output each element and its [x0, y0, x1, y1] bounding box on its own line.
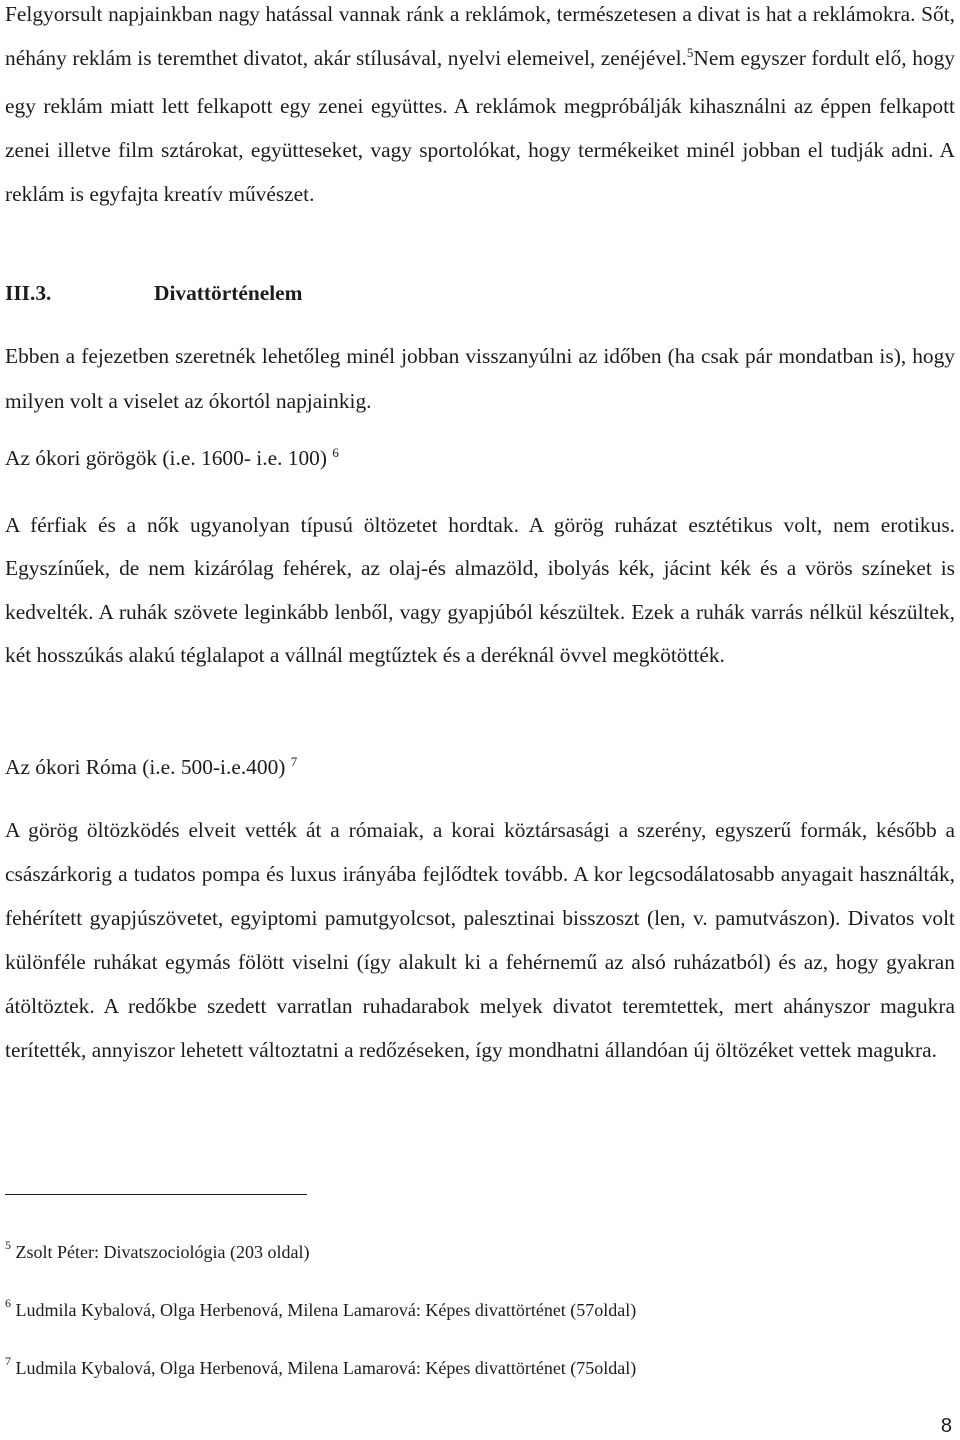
footnote-text-5: Zsolt Péter: Divatszociológia (203 oldal)	[15, 1242, 310, 1262]
footnote-number-6: 6	[5, 1296, 11, 1310]
footnote-6	[5, 1298, 636, 1324]
footnote-5	[5, 1240, 309, 1266]
subheading-ancient-rome	[5, 752, 297, 785]
paragraph-advertising	[5, 0, 955, 216]
footnote-ref-7[interactable]: 7	[290, 754, 298, 769]
footnote-text-6: Ludmila Kybalová, Olga Herbenová, Milena Lamarová: Képes divattörténet (57oldal)	[15, 1300, 637, 1320]
paragraph-intro: Ebben a fejezetben szeretnék lehetőleg minél jobban visszanyúlni az időben (ha csak pár mondatban is), hogy milyen volt a viselet az ókortól napjainkig.	[5, 344, 955, 413]
footnote-ref-5[interactable]: 5	[686, 45, 694, 61]
section-number: III.3.	[5, 281, 52, 305]
paragraph-roman-clothing: A görög öltözködés elveit vették át a rómaiak, a korai köztársasági a szerény, egyszerű formák, később a császárkorig a tudatos pompa és luxus irányába fejlődtek tovább. A kor legcsodálatosabb anyagait használták, fehérített gyapjúszövetet, egyiptomi pamutgyolcsot, palesztinai bisszoszt (len, v. pamutvászon). Divatos volt különféle ruhákat egymás fölött viselni (így alakult ki a fehérnemű az alsó ruházatból) és az, hogy gyakran átöltöztek. A redőkbe szedett varratlan ruhadarabok melyek divatot teremtettek, mert ahányszor magukra terítették, annyiszor lehetett változtatni a redőzéseken, így mondhatni állandóan új öltözéket vettek magukra.	[5, 818, 955, 1063]
section-heading	[5, 278, 302, 308]
paragraph-advertising-part2: Nem egyszer fordult elő, hogy egy reklám miatt lett felkapott egy zenei együttes. A reklámok megpróbálják kihasználni az éppen felkapott zenei illetve film sztárokat, együtteseket, vagy sportolókat, hogy termékeiket minél jobban el tudják adni. A reklám is egyfajta kreatív művészet.	[5, 46, 955, 207]
paragraph-advertising-part1: Felgyorsult napjainkban nagy hatással vannak ránk a reklámok, természetesen a divat is hat a reklámokra. Sőt, néhány reklám is teremthet divatot, akár stílusával, nyelvi elemeivel, zenéjével.	[5, 2, 955, 71]
page-number: 8	[940, 1415, 952, 1437]
subheading-ancient-rome-text: Az ókori Róma (i.e. 500-i.e.400)	[5, 755, 286, 779]
footnote-separator	[5, 1194, 307, 1195]
footnote-number-7: 7	[5, 1354, 11, 1368]
subheading-ancient-greeks	[5, 443, 339, 476]
section-title: Divattörténelem	[154, 281, 303, 305]
footnote-text-7: Ludmila Kybalová, Olga Herbenová, Milena Lamarová: Képes divattörténet (75oldal)	[15, 1358, 637, 1378]
footnote-7	[5, 1356, 636, 1382]
footnote-ref-6[interactable]: 6	[332, 445, 339, 460]
subheading-ancient-greeks-text: Az ókori görögök (i.e. 1600- i.e. 100)	[5, 446, 327, 470]
footnote-number-5: 5	[5, 1238, 11, 1252]
paragraph-greek-clothing: A férfiak és a nők ugyanolyan típusú öltözetet hordtak. A görög ruházat esztétikus volt, nem erotikus. Egyszínűek, de nem kizárólag fehérek, az olaj-és almazöld, ibolyás kék, jácint kék és a vörös színeket is kedvelték. A ruhák szövete leginkább lenből, vagy gyapjúból készültek. Ezek a ruhák varrás nélkül készültek, két hosszúkás alakú téglalapot a vállnál megtűztek és a deréknál övvel megkötötték.	[5, 513, 955, 668]
